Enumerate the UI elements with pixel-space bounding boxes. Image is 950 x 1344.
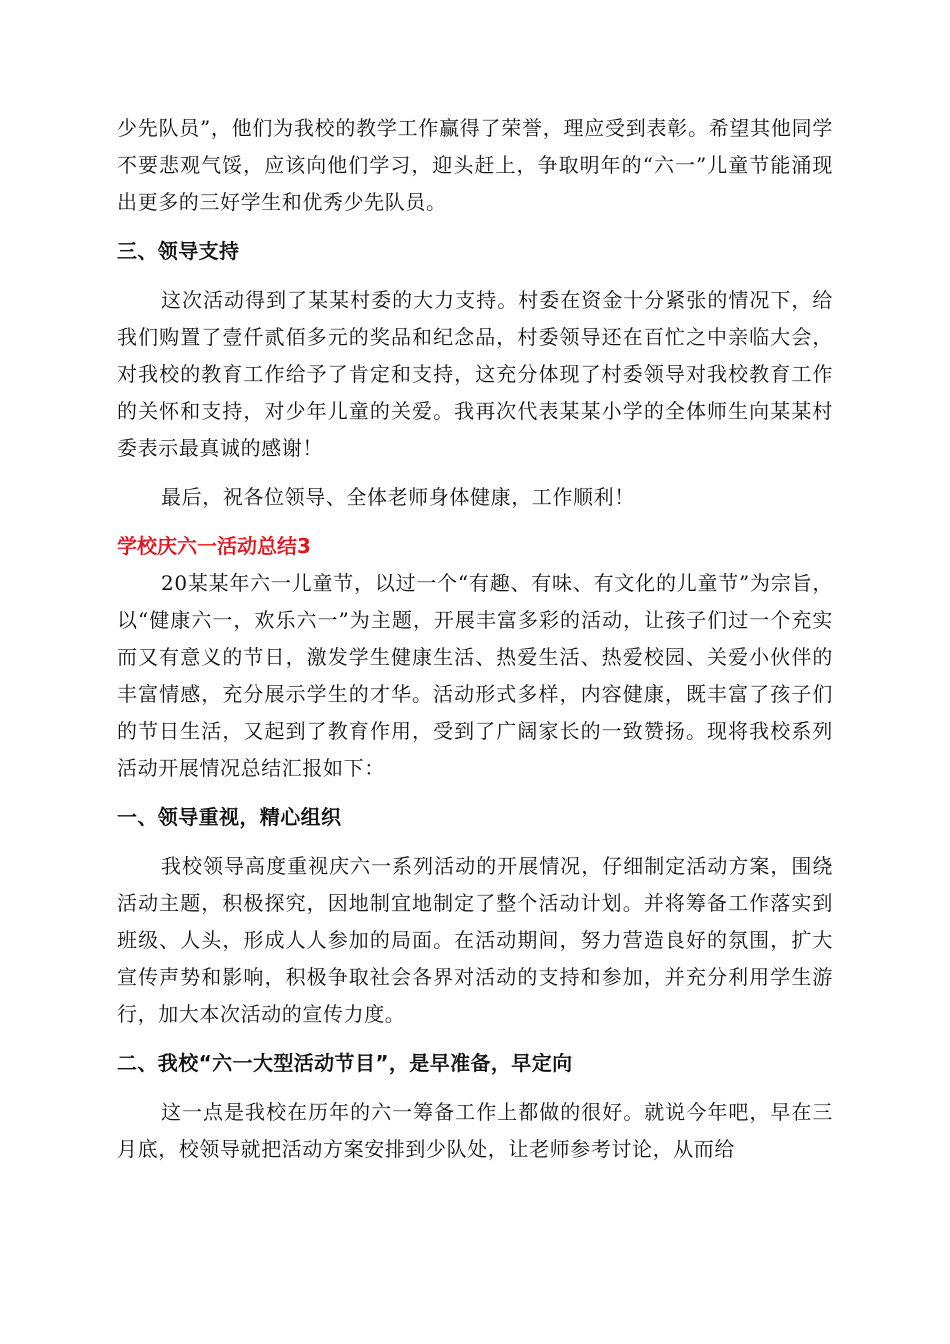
paragraph-village-support: 这次活动得到了某某村委的大力支持。村委在资金十分紧张的情况下，给我们购置了壹仟贰佰多元的奖品和纪念品，村委领导还在百忙之中亲临大会，对我校的教育工作给予了肯定和支持，这充分体现了村委领导对我校教育工作的关怀和支持，对少年儿童的关爱。我再次代表某某小学的全体师生向某某村委表示最真诚的感谢！ — [117, 288, 833, 460]
document-body — [117, 110, 833, 1180]
paragraph-intro: 20某某年六一儿童节，以过一个“有趣、有味、有文化的儿童节”为宗旨，以“健康六一，欢乐六一”为主题，开展丰富多彩的活动，让孩子们过一个充实而又有意义的节日，激发学生健康生活、热爱生活、热爱校园、关爱小伙伴的丰富情感，充分展示学生的才华。活动形式多样，内容健康，既丰富了孩子们的节日生活，又起到了教育作用，受到了广阔家长的一致赞扬。现将我校系列活动开展情况总结汇报如下： — [117, 571, 833, 780]
heading-leadership-attention: 一、领导重视，精心组织 — [117, 805, 342, 829]
paragraph-preparation: 这一点是我校在历年的六一筹备工作上都做的很好。就说今年吧，早在三月底，校领导就把活动方案安排到少队处，让老师参考讨论，从而给 — [117, 1100, 833, 1161]
section-title-summary-3: 学校庆六一活动总结3 — [117, 534, 311, 558]
heading-early-preparation: 二、我校“六一大型活动节目”，是早准备，早定向 — [117, 1051, 573, 1075]
paragraph-closing-wishes: 最后，祝各位领导、全体老师身体健康，工作顺利！ — [161, 485, 635, 509]
paragraph-continuation: 少先队员”，他们为我校的教学工作赢得了荣誉，理应受到表彰。希望其他同学不要悲观气馁，应该向他们学习，迎头赶上，争取明年的“六一”儿童节能涌现出更多的三好学生和优秀少先队员。 — [117, 116, 833, 214]
paragraph-organization: 我校领导高度重视庆六一系列活动的开展情况，仔细制定活动方案，围绕活动主题，积极探究，因地制宜地制定了整个活动计划。并将筹备工作落实到班级、人头，形成人人参加的局面。在活动期间，努力营造良好的氛围，扩大宣传声势和影响，积极争取社会各界对活动的支持和参加，并充分利用学生游行，加大本次活动的宣传力度。 — [117, 854, 833, 1026]
heading-leadership-support: 三、领导支持 — [117, 239, 240, 263]
